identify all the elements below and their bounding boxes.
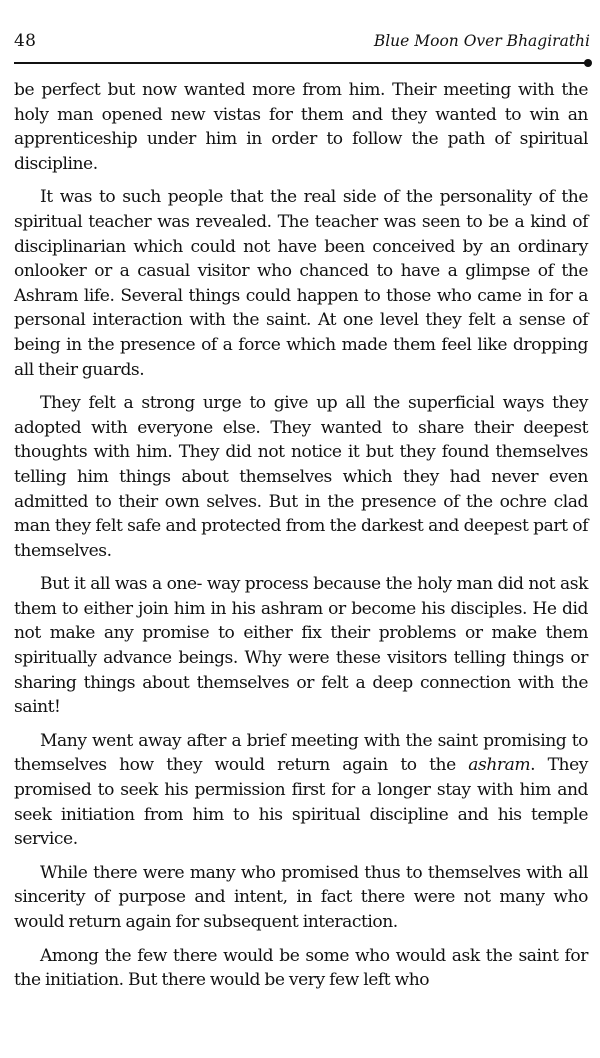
body-text [14, 78, 588, 1002]
paragraph-3: They felt a strong urge to give up all the superficial ways they adopted with everyone else. They wanted to share their deepest thoughts with him. They did not notice it but they found themselves telling him things about themselves which they had never even admitted to their own selves. But in the presence of the ochre clad man they felt safe and protected from the darkest and deepest part of themselves. [14, 393, 588, 561]
paragraph-5 [14, 729, 588, 852]
paragraph-7: Among the few there would be some who would ask the saint for the initiation. But there would be very few left who [14, 945, 588, 991]
paragraph-4: But it all was a one- way process because the holy man did not ask them to either join him in his ashram or become his disciples. He did not make any promise to either fix their problems or make them spiritually advance beings. Why were these visitors telling things or sharing things about themselves or felt a deep connection with the saint! [14, 574, 588, 718]
page-number: 48 [14, 31, 37, 51]
paragraph-2: It was to such people that the real side of the personality of the spiritual teacher was revealed. The teacher was seen to be a kind of disciplinarian which could not have been conceived by an ordinary onlooker or a casual visitor who chanced to have a glimpse of the Ashram life. Several things could happen to those who came in for a personal interaction with the saint. At one level they felt a sense of being in the presence of a force which made them feel like dropping all their guards. [14, 187, 588, 380]
paragraph-5-text-after: . They promised to seek his permission first for a longer stay with him and seek initiation from him to his spiritual discipline and his temple service. [14, 755, 588, 850]
rule-end-dot [584, 59, 592, 67]
header-rule [14, 62, 588, 64]
paragraph-6: While there were many who promised thus to themselves with all sincerity of purpose and intent, in fact there were not many who would return again for subsequent interaction. [14, 862, 588, 932]
ashram-emphasis: ashram [468, 755, 531, 776]
paragraph-1: be perfect but now wanted more from him. Their meeting with the holy man opened new vistas for them and they wanted to win an apprenticeship under him in order to follow the path of spiritual discipline. [14, 80, 588, 174]
running-title: Blue Moon Over Bhagirathi [373, 32, 590, 50]
paragraph-5-text-before: Many went away after a brief meeting with the saint promising to themselves how they would return again to the [14, 730, 588, 776]
page-header [14, 30, 590, 54]
